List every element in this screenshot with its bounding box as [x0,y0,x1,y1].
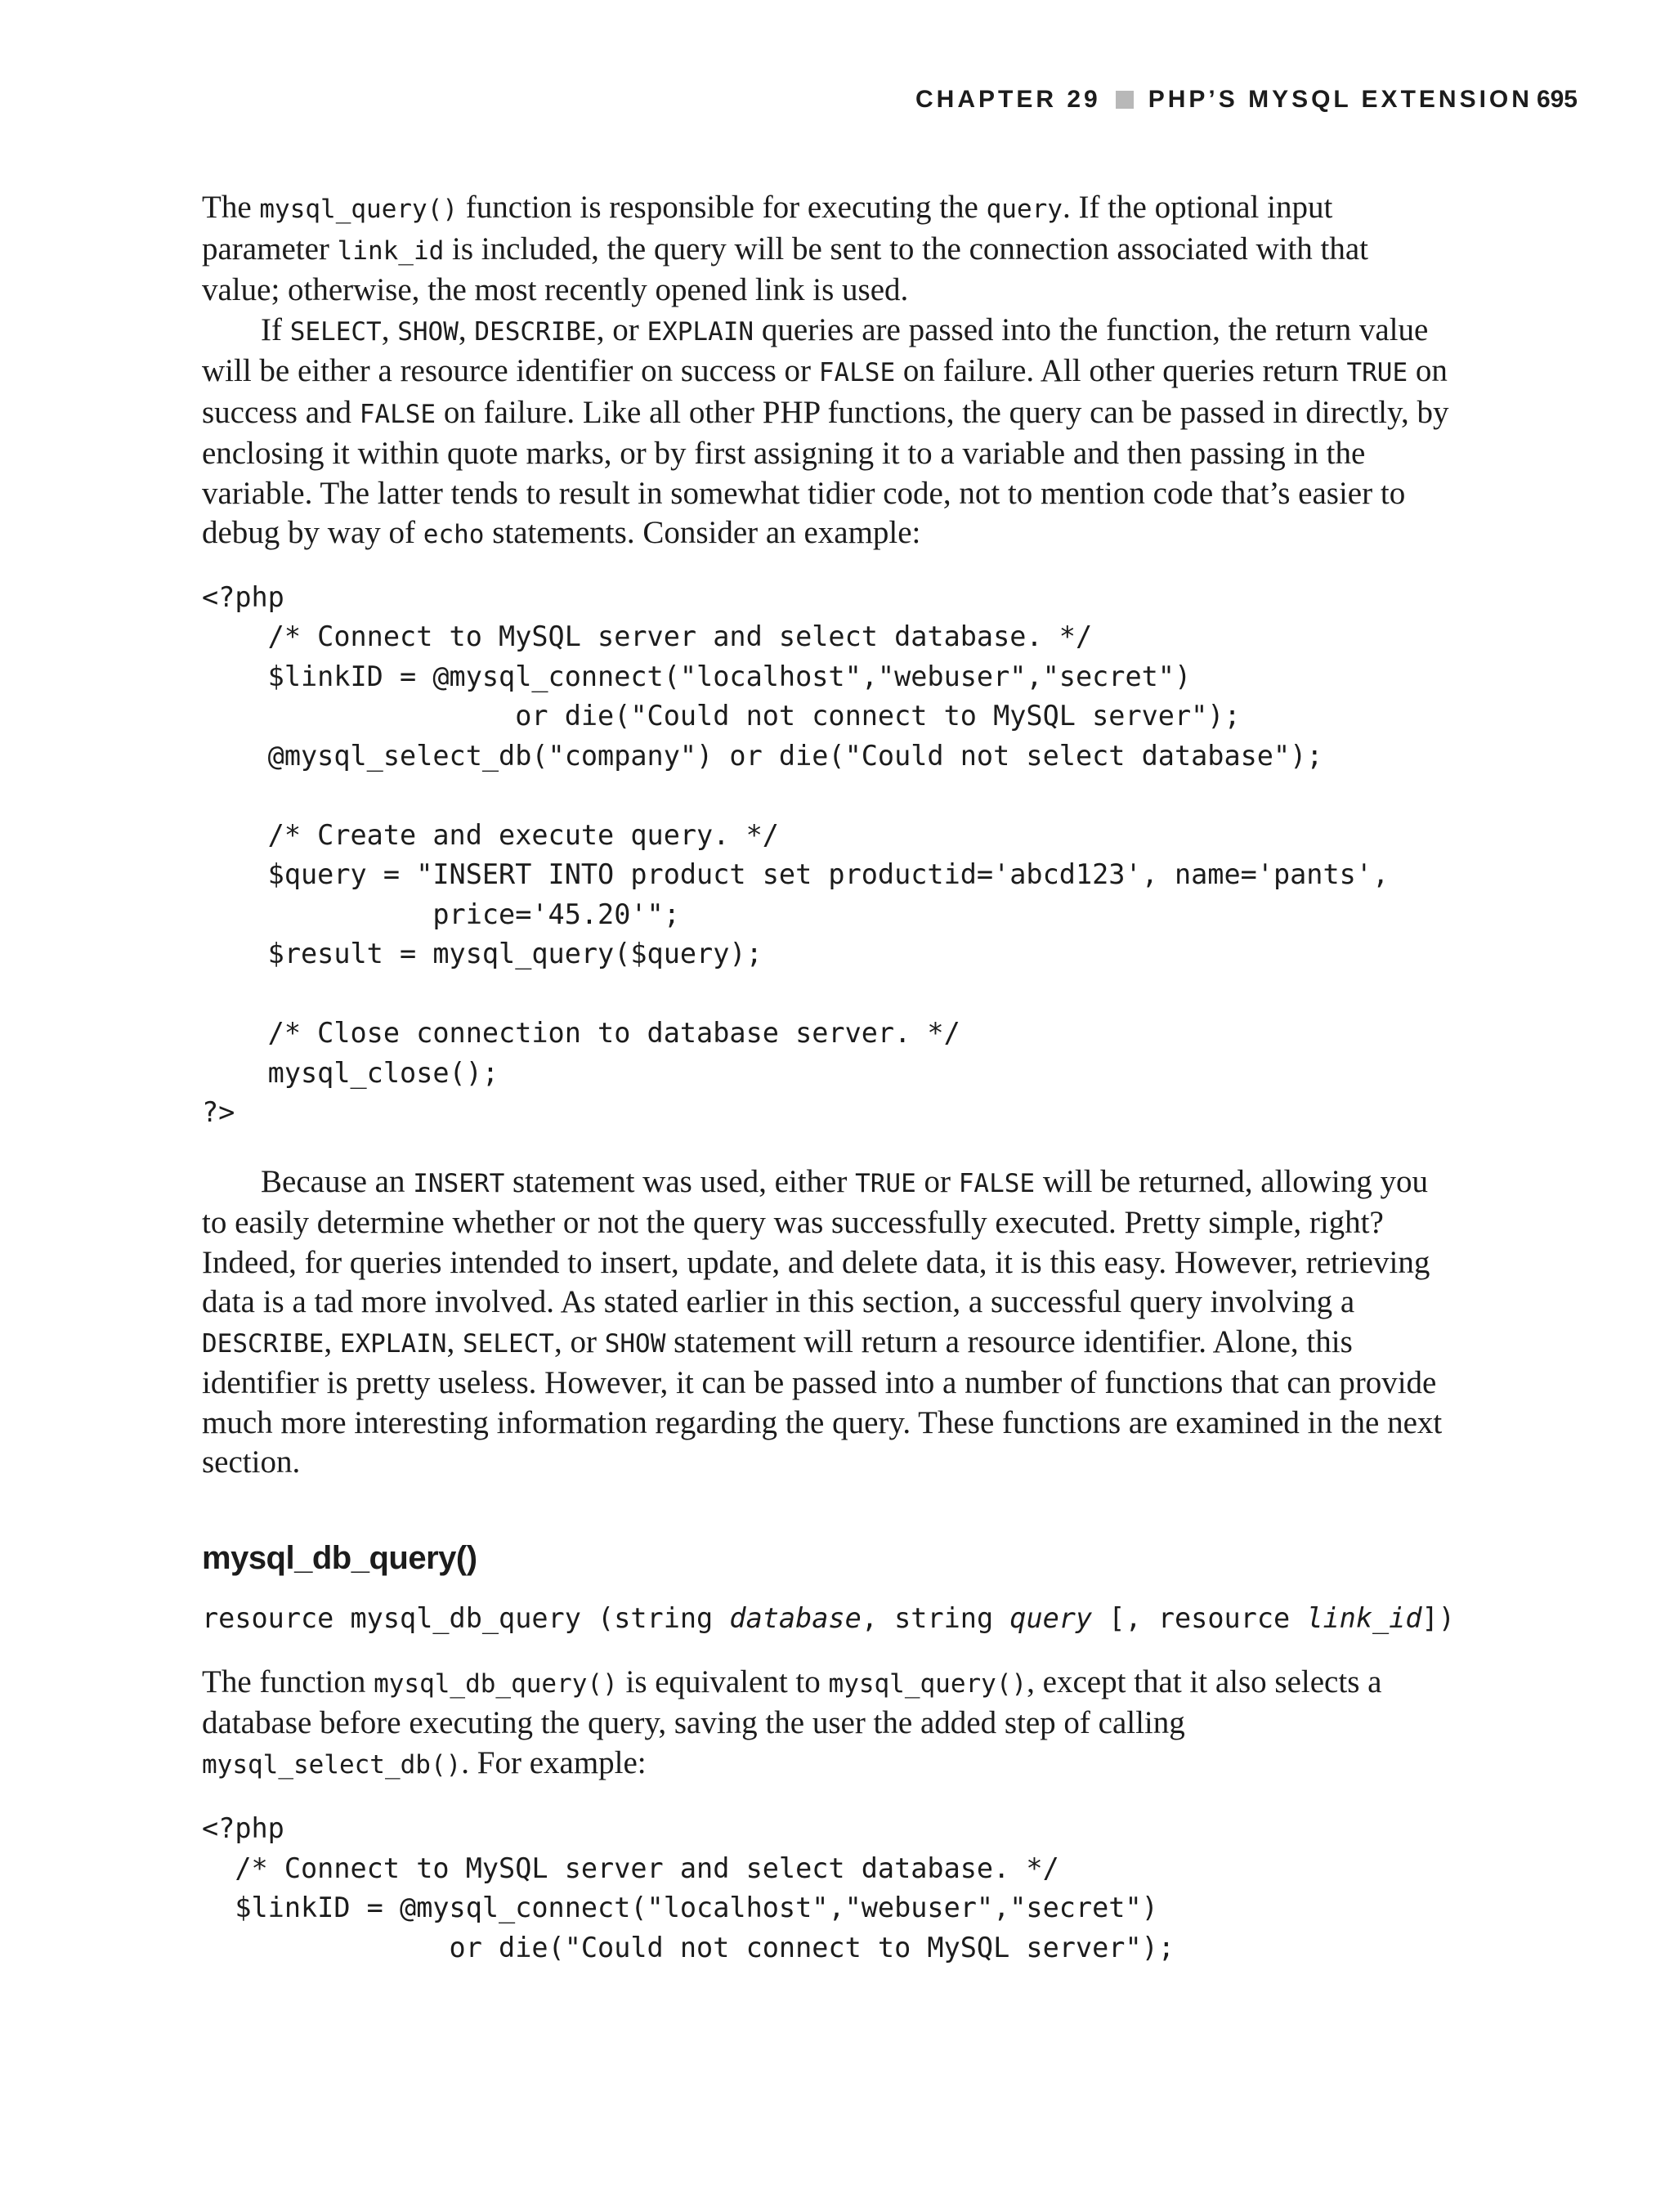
inline-code: EXPLAIN [647,316,754,347]
chapter-title: PHP’S MYSQL EXTENSION [1148,86,1533,113]
page-number: 695 [1536,86,1578,113]
paragraph-insert-explanation: Because an INSERT statement was used, either TRUE or FALSE will be returned, allowing you to easily determine whether or not the query was successfully executed. Pretty simple, right? Indeed, for queries intended to insert, update, and delete data, it is this easy. However, retrieving data is a tad more involved. As stated earlier in this section, a successful query involving a DESCRIBE, EXPLAIN, SELECT, or SHOW statement will return a resource identifier. Alone, this identifier is pretty useless. However, it can be passed into a number of functions that can provide much more interesting information regarding the query. These functions are examined in the next section. [202,1163,1443,1480]
inline-code: INSERT [413,1168,505,1198]
inline-code: SELECT [462,1328,554,1359]
paragraph-db-query-description: The function mysql_db_query() is equivalent to mysql_query(), except that it also selects a database before executing the query, saving the user the added step of calling mysql_select_db(). For example: [202,1663,1382,1780]
inline-code: mysql_query() [828,1668,1027,1699]
inline-code: SHOW [604,1328,666,1359]
inline-code: EXPLAIN [339,1328,447,1359]
paragraph-mysql-query-intro: The mysql_query() function is responsible for executing the query. If the optional input parameter link_id is included, the query will be sent to the connection associated with that value; otherwise, the most recently opened link is used. [202,190,1369,307]
paragraph-return-values: If SELECT, SHOW, DESCRIBE, or EXPLAIN queries are passed into the function, the return value will be either a resource identifier on success or FALSE on failure. All other queries return TRUE on success and FALSE on failure. Like all other PHP functions, the query can be passed in directly, by enclosing it within quote marks, or by first assigning it to a variable and then passing in the variable. The latter tends to result in somewhat tidier code, not to mention code that’s easier to debug by way of echo statements. Consider an example: [202,311,1449,550]
inline-code: TRUE [855,1168,916,1198]
inline-code: DESCRIBE [474,316,597,347]
code-listing-insert-example: <?php /* Connect to MySQL server and select database. */ $linkID = @mysql_connect("localhost","webuser","secret") or die("Could not connect to MySQL server"); @mysql_select_db("company") or die("Could not select database"); /* Create and execute query. */ $query = "INSERT INTO product set productid='abcd123', name='pants', price='45.20'"; $result = mysql_query($query); /* Close connection to database server. */ mysql_close(); ?> [202,580,1390,1128]
inline-code: FALSE [958,1168,1036,1198]
chapter-label: CHAPTER 29 [915,86,1101,113]
inline-code: query [986,195,1063,224]
param-database: database [729,1601,862,1634]
inline-code: TRUE [1346,358,1408,387]
inline-code: mysql_select_db() [202,1749,462,1780]
inline-code: link_id [337,235,445,266]
param-link-id: link_id [1306,1601,1422,1634]
function-signature: resource mysql_db_query (string database, string query [, resource link_id]) [202,1601,1455,1634]
inline-code: SHOW [397,316,459,347]
inline-code: DESCRIBE [202,1328,325,1359]
inline-code: mysql_db_query() [374,1668,618,1699]
section-heading: mysql_db_query() [202,1539,477,1576]
code-listing-db-query-example: <?php /* Connect to MySQL server and select database. */ $linkID = @mysql_connect("localhost","webuser","secret") or die("Could not connect to MySQL server"); [202,1812,1175,1963]
inline-code: FALSE [818,358,896,387]
param-query: query [1009,1601,1093,1634]
inline-code: SELECT [289,316,382,347]
inline-code: FALSE [359,399,436,429]
running-header [915,82,1578,118]
inline-code: mysql_query() [259,195,459,224]
inline-code: echo [423,520,485,549]
page-body [202,188,1455,1968]
header-separator-square [1116,91,1134,109]
